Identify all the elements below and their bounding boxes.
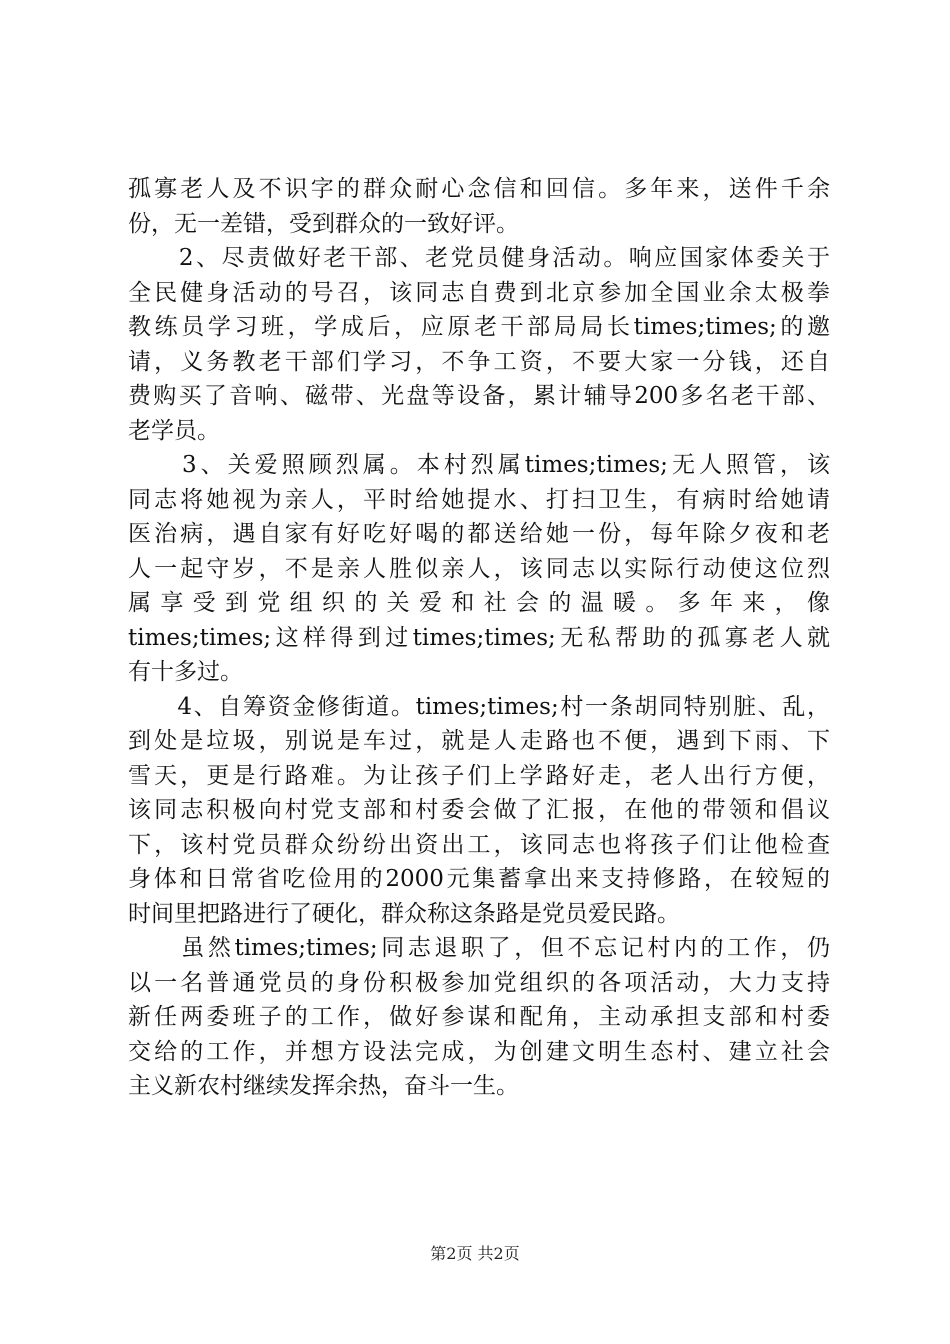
- text-line: 医治病，遇自家有好吃好喝的都送给她一份，每年除夕夜和老: [128, 521, 830, 547]
- text-line: 雪天，更是行路难。为让孩子们上学路好走，老人出行方便，: [128, 762, 830, 789]
- text-line: 以一名普通党员的身份积极参加党组织的各项活动，大力支持: [128, 969, 830, 996]
- text-line: 交给的工作，并想方设法完成，为创建文明生态村、建立社会: [128, 1038, 830, 1065]
- text-line: 虽然times;times;同志退职了，但不忘记村内的工作，仍: [128, 935, 830, 961]
- text-line: 到处是垃圾，别说是车过，就是人走路也不便，遇到下雨、下: [128, 728, 830, 754]
- text-line: 全民健身活动的号召，该同志自费到北京参加全国业余太极拳: [128, 279, 830, 306]
- text-line: 时间里把路进行了硬化，群众称这条路是党员爱民路。: [128, 900, 680, 927]
- text-line: 份，无一差错，受到群众的一致好评。: [128, 210, 519, 237]
- text-line: 老学员。: [128, 417, 220, 444]
- text-line: 主义新农村继续发挥余热，奋斗一生。: [128, 1073, 519, 1099]
- text-line: 2、尽责做好老干部、老党员健身活动。响应国家体委关于: [128, 245, 830, 271]
- text-line: 属享受到党组织的关爱和社会的温暖。多年来，像: [128, 590, 830, 616]
- text-line: 孤寡老人及不识字的群众耐心念信和回信。多年来，送件千余: [128, 176, 830, 202]
- text-line: 该同志积极向村党支部和村委会做了汇报，在他的带领和倡议: [128, 797, 830, 823]
- text-line: 有十多过。: [128, 659, 243, 685]
- text-line: 3、关爱照顾烈属。本村烈属times;times;无人照管，该: [128, 452, 830, 478]
- text-line: 教练员学习班，学成后，应原老干部局局长times;times;的邀: [128, 314, 830, 340]
- page-footer: 第2页 共2页: [430, 1244, 520, 1263]
- text-line: 请，义务教老干部们学习，不争工资，不要大家一分钱，还自: [128, 348, 830, 375]
- text-line: 新任两委班子的工作，做好参谋和配角，主动承担支部和村委: [128, 1004, 830, 1030]
- text-line: 人一起守岁，不是亲人胜似亲人，该同志以实际行动使这位烈: [128, 555, 830, 582]
- text-line: 费购买了音响、磁带、光盘等设备，累计辅导200多名老干部、: [128, 383, 830, 409]
- text-line: 同志将她视为亲人，平时给她提水、打扫卫生，有病时给她请: [128, 486, 830, 513]
- text-line: times;times;这样得到过times;times;无私帮助的孤寡老人就: [128, 624, 830, 651]
- text-line: 身体和日常省吃俭用的2000元集蓄拿出来支持修路，在较短的: [128, 866, 830, 892]
- document-body: [128, 172, 830, 1104]
- text-line: 下，该村党员群众纷纷出资出工，该同志也将孩子们让他检查: [128, 831, 830, 858]
- text-line: 4、自筹资金修街道。times;times;村一条胡同特别脏、乱，: [128, 693, 830, 720]
